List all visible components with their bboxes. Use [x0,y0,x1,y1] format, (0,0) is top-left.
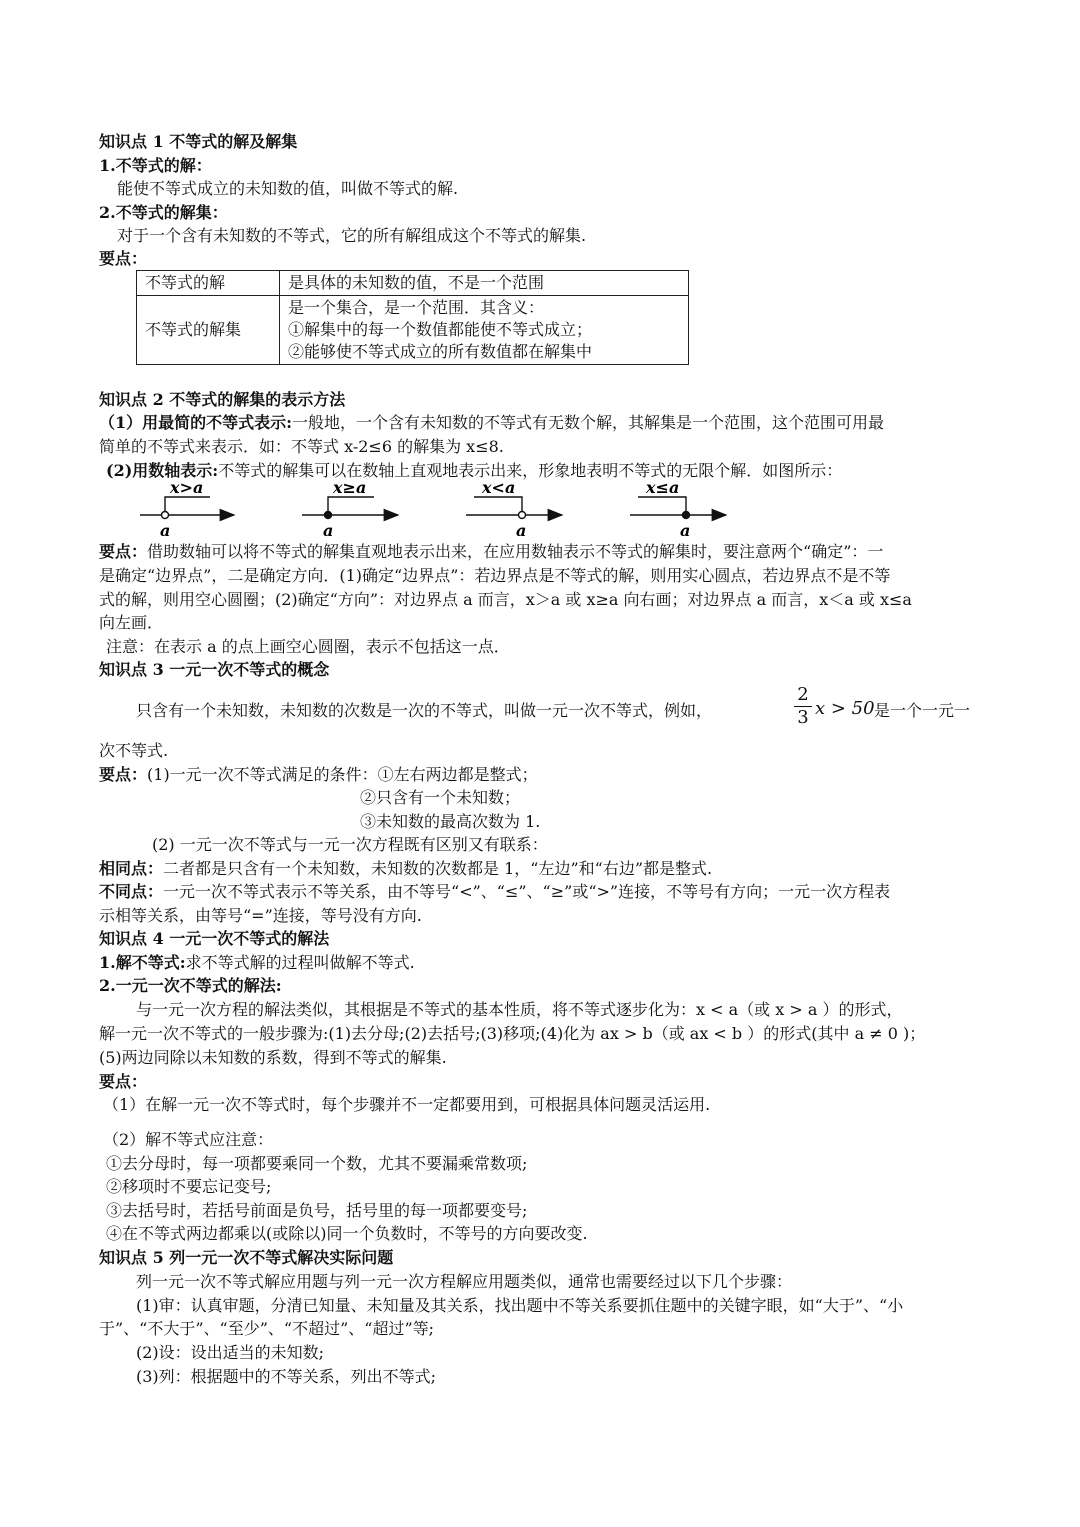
solid-point [325,512,332,519]
application-intro: 列一元一次不等式解应用题与列一元一次方程解应用题类似，通常也需要经过以下几个步骤： [136,1272,793,1291]
solving-definition [99,952,415,974]
table-cell: 不等式的解 [137,271,280,296]
key-points-label: 要点： [99,542,148,561]
range-bracket [638,497,686,515]
subheading-solution-set: 2.不等式的解集： [99,203,228,222]
table-cell-line: ①解集中的每一个数值都能使不等式成立； [288,320,593,339]
paragraph-simplest-form [99,412,884,434]
caution-item: ④在不等式两边都乘以(或除以)同一个负数时，不等号的方向要改变. [106,1224,588,1243]
number-line-1 [140,478,234,540]
step-item-cont: 于”、“不大于”、“至少”、“不超过”、“超过”等; [99,1319,435,1338]
key-points-table [136,270,689,365]
definition-text-cont: 次不等式. [99,741,169,760]
table-row [137,271,689,296]
definition-text: 只含有一个未知数，未知数的次数是一次的不等式，叫做一元一次不等式，例如， [136,701,713,720]
step-item: (3)列：根据题中的不等关系，列出不等式; [136,1367,437,1386]
point-label: a [516,521,527,540]
step-item: (1)审：认真审题，分清已知量、未知量及其关系，找出题中不等关系要抓住题中的关键字眼，如“大于”、“小 [136,1296,904,1315]
text-simplest-form: 一般地，一个含有未知数的不等式有无数个解，其解集是一个范围，这个范围可用最 [292,413,885,432]
definition-expression: x > 50 [815,698,875,719]
number-line-diagrams [130,478,750,540]
table-cell: 不等式的解集 [137,296,280,365]
fraction-denominator: 3 [797,707,809,728]
section-title-kp2: 知识点 2 不等式的解集的表示方法 [99,390,346,409]
paragraph-solution: 能使不等式成立的未知数的值，叫做不等式的解. [117,179,459,198]
note-text: 注意：在表示 a 的点上画空心圆圈，表示不包括这一点． [106,637,510,656]
similarity-paragraph [99,858,712,880]
solid-point [683,512,690,519]
fraction-two-thirds [794,684,812,729]
hollow-point [519,512,526,519]
method-line: 解一元一次不等式的一般步骤为:(1)去分母;(2)去括号;(3)移项;(4)化为 ax > b（或 ax < b ）的形式(其中 a ≠ 0 )； [99,1024,926,1043]
hollow-point [162,512,169,519]
key-points-text: (1)一元一次不等式满足的条件：①左右两边都是整式； [147,765,538,784]
difference-label: 不同点： [99,882,164,901]
key-points-line: 向左画． [99,613,164,632]
key-points-line: （1）在解一元一次不等式时，每个步骤并不一定都要用到，可根据具体问题灵活运用. [103,1095,711,1114]
key-points-text: 借助数轴可以将不等式的解集直观地表示出来，在应用数轴表示不等式的解集时，要注意两个“确定”：一 [147,542,884,561]
inequality-label: x≤a [646,478,680,497]
method-line: 与一元一次方程的解法类似，其根据是不等式的基本性质，将不等式逐步化为：x < a（或 x > a ）的形式， [136,1000,903,1019]
text-number-line: 不等式的解集可以在数轴上直观地表示出来，形象地表明不等式的无限个解．如图所示： [218,461,843,480]
similarity-text: 二者都是只含有一个未知数，未知数的次数都是 1，“左边”和“右边”都是整式. [163,859,713,878]
key-points-paragraph [99,764,538,786]
condition-item: ③未知数的最高次数为 1. [360,812,541,831]
difference-text-cont: 示相等关系，由等号“=”连接，等号没有方向. [99,906,422,925]
point-label: a [680,521,691,540]
subheading-method: 2.一元一次不等式的解法: [99,976,282,995]
label-simplest-form: （1）用最简的不等式表示: [99,413,293,432]
key-points-line: （2）解不等式应注意： [103,1130,274,1149]
number-line-2 [302,478,398,540]
caution-item: ③去括号时，若括号前面是负号，括号里的每一项都要变号; [106,1201,528,1220]
section-title-kp1: 知识点 1 不等式的解及解集 [99,132,298,151]
definition-text-end: 是一个一元一 [874,701,971,720]
inequality-label: x≥a [333,478,367,497]
key-points-line: (2) 一元一次不等式与一元一次方程既有区别又有联系： [152,835,548,854]
inequality-label: x>a [170,478,204,497]
table-cell-line: ②能够使不等式成立的所有数值都在解集中 [288,342,593,361]
key-points-label: 要点： [99,249,148,268]
key-points-label: 要点： [99,765,148,784]
caution-item: ①去分母时，每一项都要乘同一个数，尤其不要漏乘常数项; [106,1154,528,1173]
point-label: a [160,521,171,540]
table-cell: 是具体的未知数的值，不是一个范围 [280,271,689,296]
section-title-kp3: 知识点 3 一元一次不等式的概念 [99,660,330,679]
key-points-line: 是确定“边界点”，二是确定方向．(1)确定“边界点”：若边界点是不等式的解，则用实心圆点，若边界点不是不等 [99,566,891,585]
key-points-paragraph [99,541,883,563]
paragraph-simplest-form-cont: 简单的不等式来表示．如：不等式 x-2≤6 的解集为 x≤8. [99,437,504,456]
solving-text: 求不等式解的过程叫做解不等式. [185,953,415,972]
paragraph-solution-set: 对于一个含有未知数的不等式，它的所有解组成这个不等式的解集. [117,226,587,245]
difference-paragraph [99,881,890,903]
fraction-numerator: 2 [794,684,812,707]
condition-item: ②只含有一个未知数； [360,788,521,807]
caution-item: ②移项时不要忘记变号; [106,1177,272,1196]
method-line: (5)两边同除以未知数的系数，得到不等式的解集. [99,1048,447,1067]
difference-text: 一元一次不等式表示不等关系，由不等号“<”、“≤”、“≥”或“>”连接，不等号有方向；一元一次方程表 [163,882,891,901]
table-cell-line: 是一个集合，是一个范围．其含义： [288,298,545,317]
step-item: (2)设：设出适当的未知数; [136,1343,325,1362]
table-cell [280,296,689,365]
section-title-kp5: 知识点 5 列一元一次不等式解决实际问题 [99,1248,394,1267]
similarity-label: 相同点： [99,859,164,878]
key-points-label: 要点： [99,1072,148,1091]
point-label: a [323,521,334,540]
range-bracket [165,497,210,515]
table-row [137,296,689,365]
subheading-solution: 1.不等式的解： [99,156,212,175]
inequality-label: x<a [482,478,516,497]
key-points-line: 式的解，则用空心圆圈；(2)确定“方向”：对边界点 a 而言，x＞a 或 x≥a 向右画；对边界点 a 而言，x＜a 或 x≤a [99,590,912,609]
number-line-3 [466,478,562,540]
label-number-line: (2)用数轴表示: [106,461,219,480]
range-bracket [474,497,522,515]
number-line-4 [630,478,726,540]
section-title-kp4: 知识点 4 一元一次不等式的解法 [99,929,330,948]
solving-label: 1.解不等式: [99,953,186,972]
range-bracket [328,497,374,515]
